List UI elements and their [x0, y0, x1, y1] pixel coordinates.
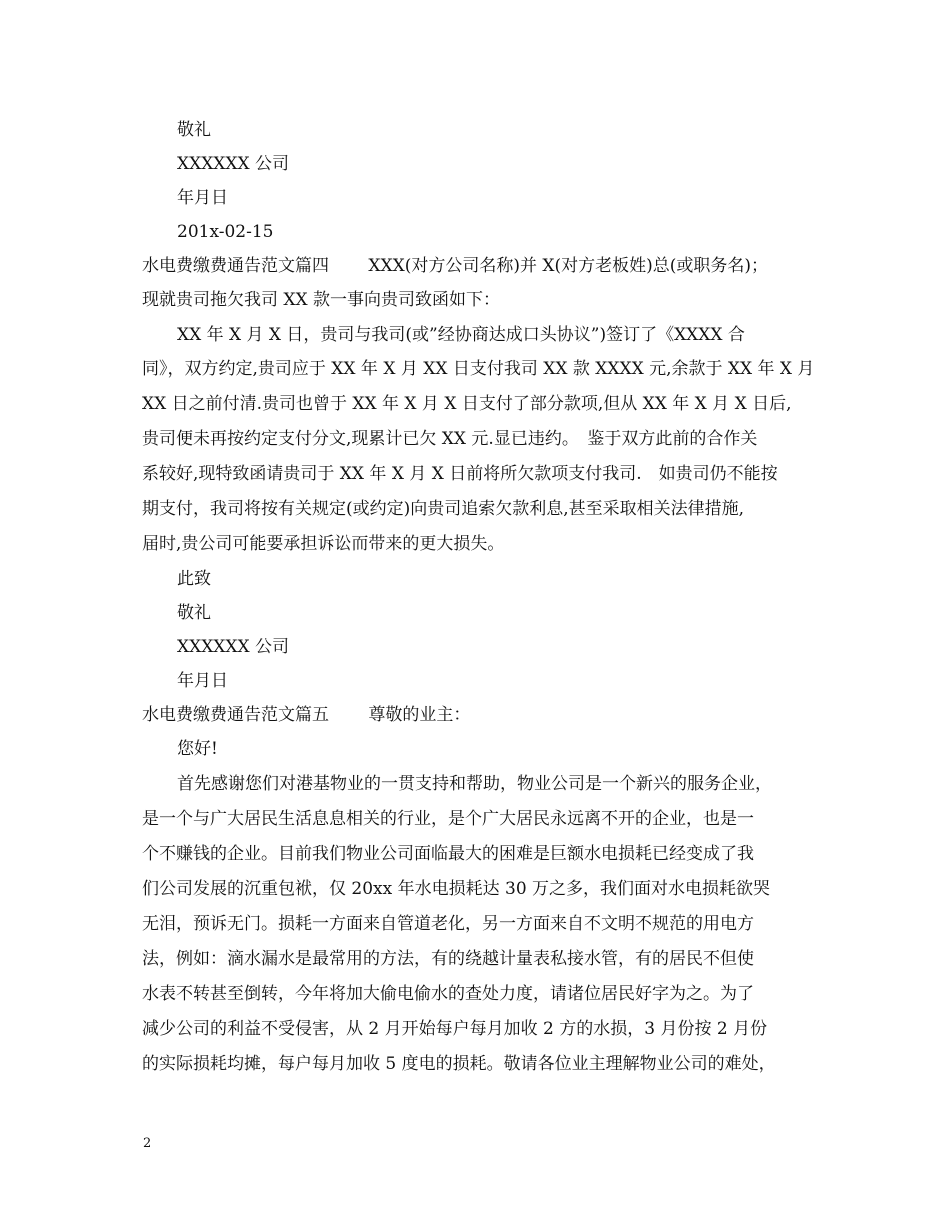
section4-date-label: 年月日 — [177, 671, 228, 691]
closing-company-1: XXXXXX 公司 — [177, 154, 290, 174]
section4-body-line: 同》，双方约定,贵司应于 XX 年 X 月 XX 日支付我司 XX 款 XXXX 元,余款于 XX 年 X 月 — [142, 359, 815, 379]
section5-heading: 水电费缴费通告范文篇五 尊敬的业主： — [142, 705, 471, 725]
page-number: 2 — [143, 1136, 152, 1151]
section5-body-line: 们公司发展的沉重包袱，仅 20xx 年水电损耗达 30 万之多，我们面对水电损耗欲哭 — [142, 879, 771, 899]
section4-body-line: 系较好,现特致函请贵司于 XX 年 X 月 X 日前将所欠款项支付我司. 如贵司仍不能按 — [142, 464, 778, 484]
section4-body-line: 期支付，我司将按有关规定(或约定)向贵司追索欠款利息,甚至采取相关法律措施, — [142, 499, 745, 519]
section5-body-line: 无泪，预诉无门。损耗一方面来自管道老化，另一方面来自不文明不规范的用电方 — [142, 914, 754, 934]
closing-salute-1: 敬礼 — [177, 120, 211, 140]
section5-greeting: 您好! — [177, 739, 218, 759]
section5-body-line: 是一个与广大居民生活息息相关的行业，是个广大居民永远离不开的企业，也是一 — [142, 809, 754, 829]
section4-body-line: 届时,贵公司可能要承担诉讼而带来的更大损失。 — [142, 534, 505, 554]
section4-salute: 敬礼 — [177, 603, 211, 623]
section4-closing-to: 此致 — [177, 569, 211, 589]
section4-body-line: XX 日之前付清.贵司也曾于 XX 年 X 月 X 日支付了部分款项,但从 XX 年 X 月 X 日后, — [142, 394, 792, 414]
section5-body-line: 减少公司的利益不受侵害，从 2 月开始每户每月加收 2 方的水损，3 月份按 2 月份 — [142, 1019, 768, 1039]
section5-body-line: 的实际损耗均摊，每户每月加收 5 度电的损耗。敬请各位业主理解物业公司的难处， — [142, 1054, 776, 1074]
section4-intro: 现就贵司拖欠我司 XX 款一事向贵司致函如下： — [142, 290, 501, 310]
section5-body-line: 个不赚钱的企业。目前我们物业公司面临最大的困难是巨额水电损耗已经变成了我 — [142, 844, 754, 864]
section5-body-line: 水表不转甚至倒转，今年将加大偷电偷水的查处力度，请诸位居民好字为之。为了 — [142, 984, 754, 1004]
section5-body-line: 法，例如：滴水漏水是最常用的方法，有的绕越计量表私接水管，有的居民不但使 — [142, 949, 754, 969]
closing-date-label-1: 年月日 — [177, 188, 228, 208]
section5-body-line: 首先感谢您们对港基物业的一贯支持和帮助，物业公司是一个新兴的服务企业， — [177, 774, 772, 794]
section4-body-line: XX 年 X 月 X 日，贵司与我司(或”经协商达成口头协议”)签订了《XXXX 合 — [177, 325, 745, 345]
section4-company: XXXXXX 公司 — [177, 637, 290, 657]
section4-heading: 水电费缴费通告范文篇四 XXX(对方公司名称)并 X(对方老板姓)总(或职务名)； — [142, 256, 769, 276]
section4-body-line: 贵司便未再按约定支付分文,现累计已欠 XX 元.显已违约。 鉴于双方此前的合作关 — [142, 429, 758, 449]
closing-date-1: 201x-02-15 — [177, 222, 274, 242]
